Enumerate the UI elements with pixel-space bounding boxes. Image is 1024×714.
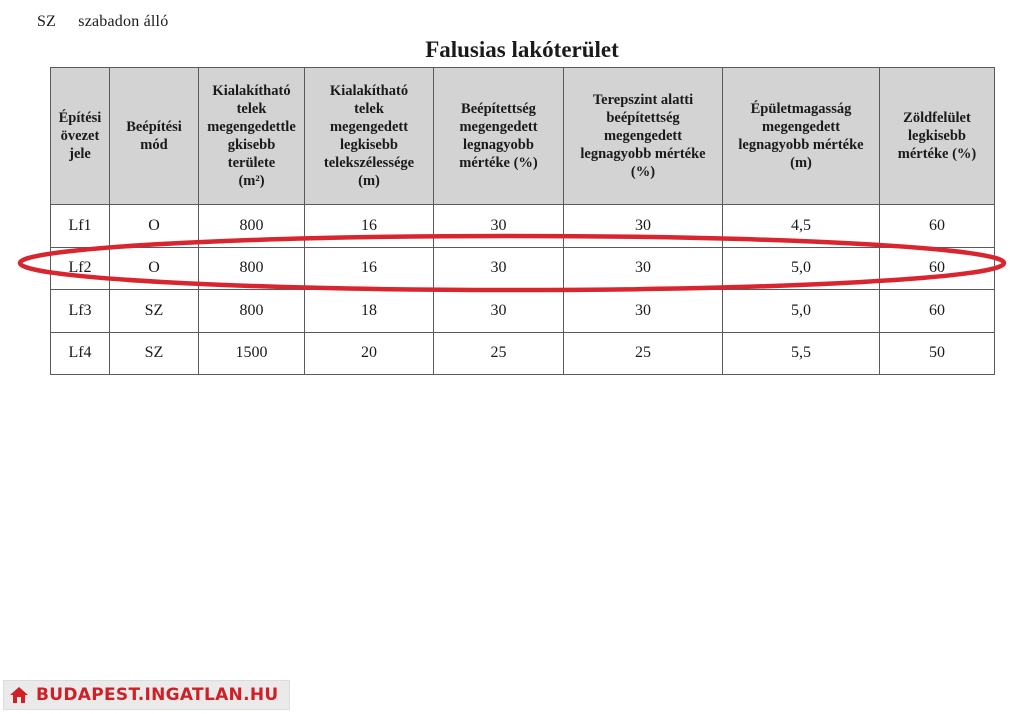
table-header-row — [51, 68, 995, 205]
column-header-line: (%) — [630, 164, 656, 180]
column-header-line: megengedett — [329, 119, 409, 135]
column-header — [434, 68, 564, 205]
legend-code: SZ — [37, 13, 57, 30]
table-cell: 20 — [305, 332, 434, 375]
column-header-line: legkisebb — [339, 137, 398, 153]
table-cell: O — [110, 205, 199, 248]
table-cell: SZ — [110, 332, 199, 375]
table-cell: 60 — [880, 247, 995, 290]
column-header-line: megengedett — [459, 119, 538, 135]
table-cell: 5,0 — [723, 290, 880, 333]
table-cell: 800 — [199, 205, 305, 248]
column-header — [199, 68, 305, 205]
table-cell: 30 — [434, 290, 564, 333]
column-header-line: legnagyobb — [463, 137, 534, 153]
table-cell: 800 — [199, 290, 305, 333]
column-header-line: Kialakítható — [212, 83, 291, 99]
column-header-line: Beépítettség — [461, 101, 536, 117]
table-cell: 1500 — [199, 332, 305, 375]
table-row — [51, 290, 995, 333]
column-header-line: legnagyobb mértéke — [738, 137, 864, 153]
column-header-line: jele — [69, 146, 91, 162]
table-cell: 5,0 — [723, 247, 880, 290]
column-header — [880, 68, 995, 205]
column-header-line: megengedett — [603, 128, 683, 144]
table-cell: 25 — [564, 332, 723, 375]
table-cell: Lf2 — [51, 247, 110, 290]
watermark-text: BUDAPEST.INGATLAN.HU — [36, 685, 279, 705]
table-cell: SZ — [110, 290, 199, 333]
column-header-line: Épületmagasság — [750, 101, 852, 117]
column-header-line: legnagyobb mértéke — [580, 146, 706, 162]
column-header-line: Építési — [58, 110, 102, 126]
watermark — [3, 680, 290, 710]
column-header-line: Kialakítható — [329, 83, 409, 99]
table-cell: 5,5 — [723, 332, 880, 375]
column-header-line: megengedett — [761, 119, 841, 135]
table-cell: 16 — [305, 205, 434, 248]
column-header — [564, 68, 723, 205]
table-cell: 50 — [880, 332, 995, 375]
column-header — [723, 68, 880, 205]
table-row — [51, 205, 995, 248]
column-header-line: mód — [140, 137, 168, 153]
table-cell: 60 — [880, 205, 995, 248]
column-header-line: megengedettle — [207, 119, 296, 135]
table-cell: 30 — [564, 247, 723, 290]
table-cell: 60 — [880, 290, 995, 333]
zoning-table — [50, 67, 995, 375]
column-header-line: gkisebb — [227, 137, 276, 153]
table-cell: Lf4 — [51, 332, 110, 375]
table-row — [51, 247, 995, 290]
table-cell: 800 — [199, 247, 305, 290]
table-cell: 25 — [434, 332, 564, 375]
table-cell: 4,5 — [723, 205, 880, 248]
document-title: Falusias lakóterület — [425, 37, 619, 62]
table-cell: 30 — [564, 290, 723, 333]
column-header-line: mértéke (%) — [897, 146, 977, 162]
house-icon — [8, 685, 30, 705]
column-header-line: (m²) — [238, 173, 265, 189]
column-header-line: (m) — [358, 173, 380, 189]
legend-line — [37, 13, 168, 31]
table-cell: Lf3 — [51, 290, 110, 333]
column-header-line: Terepszint alatti — [592, 92, 694, 108]
column-header-line: mértéke (%) — [459, 155, 538, 171]
column-header-line: területe — [227, 155, 276, 171]
column-header-line: Beépítési — [126, 119, 182, 135]
table-cell: 18 — [305, 290, 434, 333]
column-header-line: telekszélessége — [323, 155, 415, 171]
table-row — [51, 332, 995, 375]
table-cell: O — [110, 247, 199, 290]
table-cell: 30 — [434, 247, 564, 290]
table-cell: 30 — [434, 205, 564, 248]
column-header-line: (m) — [790, 155, 812, 171]
column-header-line: telek — [354, 101, 384, 117]
column-header-line: beépítettség — [606, 110, 680, 126]
table-cell: 16 — [305, 247, 434, 290]
column-header — [305, 68, 434, 205]
legend-text: szabadon álló — [78, 13, 169, 30]
column-header-line: Zöldfelület — [903, 110, 971, 126]
column-header — [110, 68, 199, 205]
table-cell: 30 — [564, 205, 723, 248]
table-cell: Lf1 — [51, 205, 110, 248]
column-header-line: telek — [236, 101, 267, 117]
column-header-line: legkisebb — [907, 128, 966, 144]
column-header — [51, 68, 110, 205]
column-header-line: övezet — [60, 128, 100, 144]
